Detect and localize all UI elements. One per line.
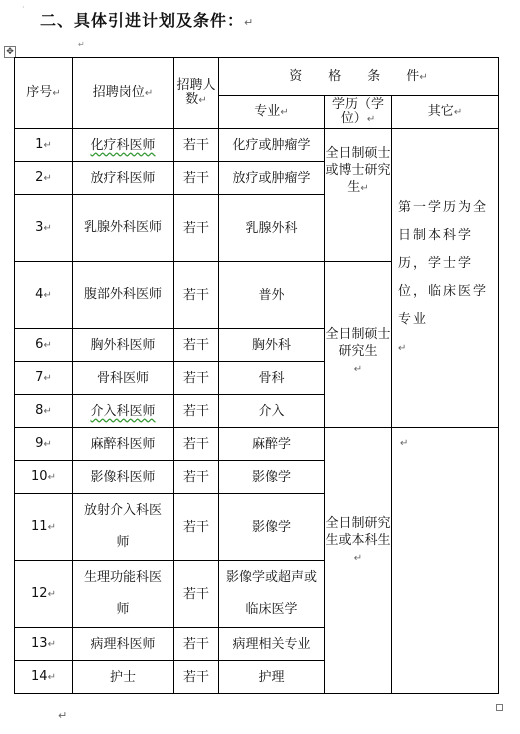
row-count: 若干 [174,561,219,628]
recruitment-table [14,57,499,694]
row-seq: 8↵ [15,395,73,428]
row-position: 生理功能科医师 [73,561,174,628]
header-other: 其它↵ [392,96,499,129]
table-move-handle-icon[interactable]: ✥ [4,46,16,58]
row-count: 若干 [174,129,219,162]
row-position: 介入科医师 [73,395,174,428]
row-position: 胸外科医师 [73,329,174,362]
paragraph-mark: ↵ [58,709,68,722]
row-count: 若干 [174,628,219,661]
row-major: 乳腺外科 [219,195,325,262]
format-mark: · [22,3,25,12]
row-position: 放射介入科医师 [73,494,174,561]
row-seq: 2↵ [15,162,73,195]
other-empty: ↵ [392,428,499,694]
row-position: 麻醉科医师 [73,428,174,461]
row-major: 介入 [219,395,325,428]
row-position: 化疗科医师 [73,129,174,162]
header-position: 招聘岗位↵ [73,58,174,129]
other-requirements: 第一学历为全日制本科学历，学士学位，临床医学专业 ↵ [392,129,499,428]
header-seq: 序号↵ [15,58,73,129]
row-position: 影像科医师 [73,461,174,494]
row-seq: 10↵ [15,461,73,494]
row-count: 若干 [174,162,219,195]
header-education: 学历（学位）↵ [325,96,392,129]
row-seq: 14↵ [15,661,73,694]
row-seq: 7↵ [15,362,73,395]
row-major: 胸外科 [219,329,325,362]
row-count: 若干 [174,494,219,561]
row-major: 骨科 [219,362,325,395]
row-major: 影像学或超声或临床医学 [219,561,325,628]
row-position: 骨科医师 [73,362,174,395]
row-seq: 12↵ [15,561,73,628]
row-major: 化疗或肿瘤学 [219,129,325,162]
row-major: 影像学 [219,461,325,494]
header-count: 招聘人数↵ [174,58,219,129]
education-group-1: 全日制硕士或博士研究生↵ [325,129,392,262]
row-major: 普外 [219,262,325,329]
row-count: 若干 [174,195,219,262]
table-resize-handle[interactable] [496,704,503,711]
row-count: 若干 [174,428,219,461]
section-heading: 二、具体引进计划及条件：↵ [40,11,255,30]
row-major: 病理相关专业 [219,628,325,661]
row-position: 护士 [73,661,174,694]
row-position: 腹部外科医师 [73,262,174,329]
row-position: 放疗科医师 [73,162,174,195]
row-seq: 13↵ [15,628,73,661]
row-major: 影像学 [219,494,325,561]
row-seq: 6↵ [15,329,73,362]
education-group-3: 全日制研究生或本科生 ↵ [325,428,392,694]
row-seq: 3↵ [15,195,73,262]
row-position: 病理科医师 [73,628,174,661]
row-seq: 1↵ [15,129,73,162]
row-seq: 9↵ [15,428,73,461]
education-group-2: 全日制硕士研究生 ↵ [325,262,392,428]
row-major: 放疗或肿瘤学 [219,162,325,195]
row-count: 若干 [174,661,219,694]
row-count: 若干 [174,362,219,395]
row-seq: 11↵ [15,494,73,561]
row-count: 若干 [174,262,219,329]
row-count: 若干 [174,395,219,428]
row-count: 若干 [174,461,219,494]
caption-mark: ↵ [78,40,85,49]
row-position: 乳腺外科医师 [73,195,174,262]
row-seq: 4↵ [15,262,73,329]
row-count: 若干 [174,329,219,362]
header-major: 专业↵ [219,96,325,129]
header-qualifications: 资 格 条 件↵ [219,58,499,96]
row-major: 麻醉学 [219,428,325,461]
row-major: 护理 [219,661,325,694]
